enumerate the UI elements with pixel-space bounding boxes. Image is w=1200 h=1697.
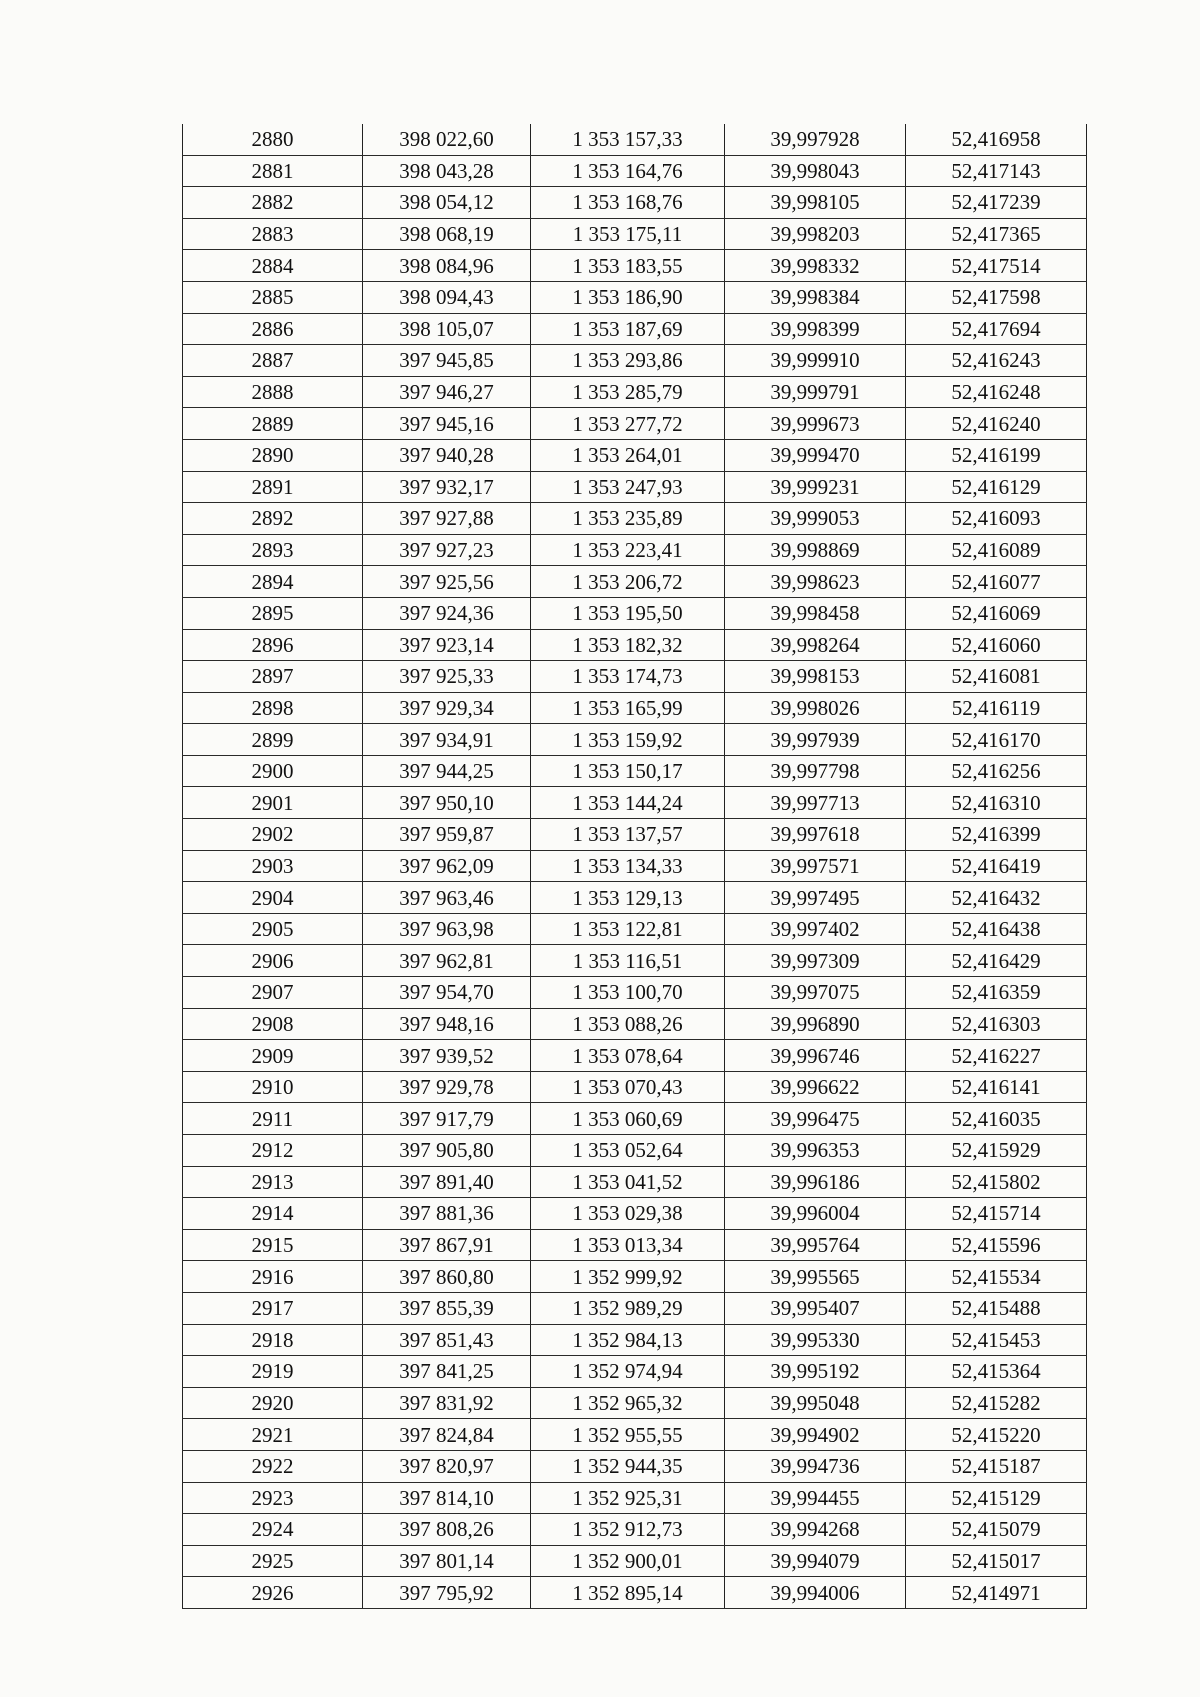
longitude-cell: 39,997798 [725, 755, 906, 787]
latitude-cell: 52,416227 [906, 1040, 1087, 1072]
table-row [183, 534, 1087, 566]
table-row [183, 1040, 1087, 1072]
table-row [183, 692, 1087, 724]
x-coordinate-cell: 398 105,07 [363, 313, 531, 345]
longitude-cell: 39,996890 [725, 1008, 906, 1040]
x-coordinate-cell: 397 814,10 [363, 1482, 531, 1514]
x-coordinate-cell: 397 831,92 [363, 1387, 531, 1419]
x-coordinate-cell: 397 881,36 [363, 1198, 531, 1230]
longitude-cell: 39,996004 [725, 1198, 906, 1230]
latitude-cell: 52,416256 [906, 755, 1087, 787]
latitude-cell: 52,414971 [906, 1577, 1087, 1609]
latitude-cell: 52,416399 [906, 819, 1087, 851]
longitude-cell: 39,998869 [725, 534, 906, 566]
point-number-cell: 2904 [183, 882, 363, 914]
point-number-cell: 2892 [183, 503, 363, 535]
table-row [183, 724, 1087, 756]
latitude-cell: 52,416429 [906, 945, 1087, 977]
latitude-cell: 52,415714 [906, 1198, 1087, 1230]
x-coordinate-cell: 397 945,16 [363, 408, 531, 440]
latitude-cell: 52,415929 [906, 1135, 1087, 1167]
y-coordinate-cell: 1 353 165,99 [531, 692, 725, 724]
y-coordinate-cell: 1 353 134,33 [531, 850, 725, 882]
point-number-cell: 2880 [183, 124, 363, 155]
table-row [183, 913, 1087, 945]
y-coordinate-cell: 1 353 168,76 [531, 187, 725, 219]
longitude-cell: 39,999910 [725, 345, 906, 377]
y-coordinate-cell: 1 353 100,70 [531, 977, 725, 1009]
longitude-cell: 39,995407 [725, 1292, 906, 1324]
x-coordinate-cell: 397 924,36 [363, 597, 531, 629]
x-coordinate-cell: 397 824,84 [363, 1419, 531, 1451]
table-row [183, 882, 1087, 914]
latitude-cell: 52,416077 [906, 566, 1087, 598]
latitude-cell: 52,416069 [906, 597, 1087, 629]
longitude-cell: 39,998043 [725, 155, 906, 187]
x-coordinate-cell: 397 934,91 [363, 724, 531, 756]
point-number-cell: 2893 [183, 534, 363, 566]
point-number-cell: 2905 [183, 913, 363, 945]
point-number-cell: 2907 [183, 977, 363, 1009]
longitude-cell: 39,998153 [725, 661, 906, 693]
table-row [183, 345, 1087, 377]
point-number-cell: 2921 [183, 1419, 363, 1451]
y-coordinate-cell: 1 352 912,73 [531, 1514, 725, 1546]
x-coordinate-cell: 397 801,14 [363, 1545, 531, 1577]
point-number-cell: 2887 [183, 345, 363, 377]
y-coordinate-cell: 1 353 223,41 [531, 534, 725, 566]
table-row [183, 1577, 1087, 1609]
table-row [183, 376, 1087, 408]
point-number-cell: 2889 [183, 408, 363, 440]
x-coordinate-cell: 397 891,40 [363, 1166, 531, 1198]
x-coordinate-cell: 397 867,91 [363, 1229, 531, 1261]
y-coordinate-cell: 1 353 186,90 [531, 281, 725, 313]
point-number-cell: 2908 [183, 1008, 363, 1040]
x-coordinate-cell: 397 795,92 [363, 1577, 531, 1609]
latitude-cell: 52,416419 [906, 850, 1087, 882]
longitude-cell: 39,996746 [725, 1040, 906, 1072]
latitude-cell: 52,415596 [906, 1229, 1087, 1261]
latitude-cell: 52,415453 [906, 1324, 1087, 1356]
longitude-cell: 39,998384 [725, 281, 906, 313]
coordinates-table [182, 124, 1087, 1609]
point-number-cell: 2895 [183, 597, 363, 629]
x-coordinate-cell: 397 917,79 [363, 1103, 531, 1135]
y-coordinate-cell: 1 352 900,01 [531, 1545, 725, 1577]
y-coordinate-cell: 1 353 029,38 [531, 1198, 725, 1230]
x-coordinate-cell: 397 963,98 [363, 913, 531, 945]
y-coordinate-cell: 1 353 052,64 [531, 1135, 725, 1167]
latitude-cell: 52,416359 [906, 977, 1087, 1009]
table-row [183, 1419, 1087, 1451]
y-coordinate-cell: 1 352 965,32 [531, 1387, 725, 1419]
longitude-cell: 39,994902 [725, 1419, 906, 1451]
x-coordinate-cell: 397 925,56 [363, 566, 531, 598]
table-row [183, 1071, 1087, 1103]
coordinates-table-body [183, 124, 1087, 1608]
x-coordinate-cell: 397 927,88 [363, 503, 531, 535]
table-row [183, 1545, 1087, 1577]
x-coordinate-cell: 397 940,28 [363, 439, 531, 471]
latitude-cell: 52,417365 [906, 218, 1087, 250]
longitude-cell: 39,999231 [725, 471, 906, 503]
latitude-cell: 52,417514 [906, 250, 1087, 282]
y-coordinate-cell: 1 352 925,31 [531, 1482, 725, 1514]
latitude-cell: 52,416310 [906, 787, 1087, 819]
point-number-cell: 2913 [183, 1166, 363, 1198]
point-number-cell: 2882 [183, 187, 363, 219]
table-row [183, 439, 1087, 471]
point-number-cell: 2926 [183, 1577, 363, 1609]
longitude-cell: 39,994006 [725, 1577, 906, 1609]
longitude-cell: 39,997939 [725, 724, 906, 756]
y-coordinate-cell: 1 353 285,79 [531, 376, 725, 408]
longitude-cell: 39,998623 [725, 566, 906, 598]
latitude-cell: 52,415802 [906, 1166, 1087, 1198]
longitude-cell: 39,998026 [725, 692, 906, 724]
table-row [183, 187, 1087, 219]
y-coordinate-cell: 1 352 989,29 [531, 1292, 725, 1324]
point-number-cell: 2916 [183, 1261, 363, 1293]
point-number-cell: 2896 [183, 629, 363, 661]
latitude-cell: 52,416248 [906, 376, 1087, 408]
y-coordinate-cell: 1 353 206,72 [531, 566, 725, 598]
longitude-cell: 39,994268 [725, 1514, 906, 1546]
longitude-cell: 39,995330 [725, 1324, 906, 1356]
table-row [183, 155, 1087, 187]
x-coordinate-cell: 397 923,14 [363, 629, 531, 661]
table-row [183, 661, 1087, 693]
point-number-cell: 2888 [183, 376, 363, 408]
longitude-cell: 39,996475 [725, 1103, 906, 1135]
y-coordinate-cell: 1 353 116,51 [531, 945, 725, 977]
y-coordinate-cell: 1 353 013,34 [531, 1229, 725, 1261]
latitude-cell: 52,415488 [906, 1292, 1087, 1324]
y-coordinate-cell: 1 353 060,69 [531, 1103, 725, 1135]
x-coordinate-cell: 397 939,52 [363, 1040, 531, 1072]
x-coordinate-cell: 397 946,27 [363, 376, 531, 408]
y-coordinate-cell: 1 352 999,92 [531, 1261, 725, 1293]
longitude-cell: 39,998458 [725, 597, 906, 629]
y-coordinate-cell: 1 353 164,76 [531, 155, 725, 187]
x-coordinate-cell: 397 925,33 [363, 661, 531, 693]
latitude-cell: 52,417239 [906, 187, 1087, 219]
table-row [183, 850, 1087, 882]
y-coordinate-cell: 1 353 293,86 [531, 345, 725, 377]
point-number-cell: 2923 [183, 1482, 363, 1514]
longitude-cell: 39,995764 [725, 1229, 906, 1261]
longitude-cell: 39,998264 [725, 629, 906, 661]
point-number-cell: 2902 [183, 819, 363, 851]
y-coordinate-cell: 1 352 895,14 [531, 1577, 725, 1609]
point-number-cell: 2898 [183, 692, 363, 724]
table-row [183, 1166, 1087, 1198]
y-coordinate-cell: 1 353 235,89 [531, 503, 725, 535]
table-row [183, 945, 1087, 977]
longitude-cell: 39,998203 [725, 218, 906, 250]
point-number-cell: 2922 [183, 1450, 363, 1482]
longitude-cell: 39,998105 [725, 187, 906, 219]
point-number-cell: 2901 [183, 787, 363, 819]
point-number-cell: 2915 [183, 1229, 363, 1261]
latitude-cell: 52,415129 [906, 1482, 1087, 1514]
latitude-cell: 52,415220 [906, 1419, 1087, 1451]
y-coordinate-cell: 1 353 264,01 [531, 439, 725, 471]
y-coordinate-cell: 1 353 150,17 [531, 755, 725, 787]
table-row [183, 1261, 1087, 1293]
table-row [183, 503, 1087, 535]
table-row [183, 1450, 1087, 1482]
longitude-cell: 39,997309 [725, 945, 906, 977]
latitude-cell: 52,415187 [906, 1450, 1087, 1482]
longitude-cell: 39,999791 [725, 376, 906, 408]
x-coordinate-cell: 397 841,25 [363, 1356, 531, 1388]
y-coordinate-cell: 1 353 182,32 [531, 629, 725, 661]
point-number-cell: 2918 [183, 1324, 363, 1356]
x-coordinate-cell: 398 068,19 [363, 218, 531, 250]
y-coordinate-cell: 1 353 187,69 [531, 313, 725, 345]
table-row [183, 629, 1087, 661]
table-row [183, 819, 1087, 851]
table-row [183, 1482, 1087, 1514]
table-row [183, 1292, 1087, 1324]
latitude-cell: 52,417694 [906, 313, 1087, 345]
table-row [183, 1387, 1087, 1419]
y-coordinate-cell: 1 353 195,50 [531, 597, 725, 629]
x-coordinate-cell: 397 962,09 [363, 850, 531, 882]
latitude-cell: 52,416438 [906, 913, 1087, 945]
x-coordinate-cell: 397 855,39 [363, 1292, 531, 1324]
point-number-cell: 2910 [183, 1071, 363, 1103]
point-number-cell: 2900 [183, 755, 363, 787]
latitude-cell: 52,416081 [906, 661, 1087, 693]
table-row [183, 977, 1087, 1009]
point-number-cell: 2883 [183, 218, 363, 250]
longitude-cell: 39,994736 [725, 1450, 906, 1482]
table-row [183, 250, 1087, 282]
y-coordinate-cell: 1 353 078,64 [531, 1040, 725, 1072]
y-coordinate-cell: 1 353 041,52 [531, 1166, 725, 1198]
point-number-cell: 2924 [183, 1514, 363, 1546]
table-row [183, 281, 1087, 313]
x-coordinate-cell: 397 905,80 [363, 1135, 531, 1167]
latitude-cell: 52,416093 [906, 503, 1087, 535]
x-coordinate-cell: 397 808,26 [363, 1514, 531, 1546]
x-coordinate-cell: 397 954,70 [363, 977, 531, 1009]
longitude-cell: 39,995048 [725, 1387, 906, 1419]
longitude-cell: 39,994079 [725, 1545, 906, 1577]
latitude-cell: 52,416432 [906, 882, 1087, 914]
latitude-cell: 52,415364 [906, 1356, 1087, 1388]
longitude-cell: 39,995565 [725, 1261, 906, 1293]
table-row [183, 1229, 1087, 1261]
longitude-cell: 39,995192 [725, 1356, 906, 1388]
table-row [183, 1356, 1087, 1388]
latitude-cell: 52,416958 [906, 124, 1087, 155]
x-coordinate-cell: 397 927,23 [363, 534, 531, 566]
table-row [183, 1103, 1087, 1135]
latitude-cell: 52,416303 [906, 1008, 1087, 1040]
latitude-cell: 52,416199 [906, 439, 1087, 471]
longitude-cell: 39,999053 [725, 503, 906, 535]
point-number-cell: 2909 [183, 1040, 363, 1072]
longitude-cell: 39,999470 [725, 439, 906, 471]
longitude-cell: 39,997618 [725, 819, 906, 851]
point-number-cell: 2925 [183, 1545, 363, 1577]
x-coordinate-cell: 398 022,60 [363, 124, 531, 155]
latitude-cell: 52,416141 [906, 1071, 1087, 1103]
y-coordinate-cell: 1 353 174,73 [531, 661, 725, 693]
table-row [183, 124, 1087, 155]
latitude-cell: 52,415079 [906, 1514, 1087, 1546]
point-number-cell: 2917 [183, 1292, 363, 1324]
y-coordinate-cell: 1 353 277,72 [531, 408, 725, 440]
table-row [183, 787, 1087, 819]
longitude-cell: 39,996186 [725, 1166, 906, 1198]
latitude-cell: 52,416035 [906, 1103, 1087, 1135]
point-number-cell: 2897 [183, 661, 363, 693]
point-number-cell: 2906 [183, 945, 363, 977]
y-coordinate-cell: 1 352 984,13 [531, 1324, 725, 1356]
table-row [183, 1135, 1087, 1167]
point-number-cell: 2891 [183, 471, 363, 503]
y-coordinate-cell: 1 353 159,92 [531, 724, 725, 756]
latitude-cell: 52,416129 [906, 471, 1087, 503]
x-coordinate-cell: 398 043,28 [363, 155, 531, 187]
x-coordinate-cell: 398 084,96 [363, 250, 531, 282]
point-number-cell: 2912 [183, 1135, 363, 1167]
longitude-cell: 39,996353 [725, 1135, 906, 1167]
point-number-cell: 2890 [183, 439, 363, 471]
latitude-cell: 52,416060 [906, 629, 1087, 661]
table-row [183, 1008, 1087, 1040]
y-coordinate-cell: 1 353 247,93 [531, 471, 725, 503]
x-coordinate-cell: 397 959,87 [363, 819, 531, 851]
longitude-cell: 39,997713 [725, 787, 906, 819]
longitude-cell: 39,997075 [725, 977, 906, 1009]
longitude-cell: 39,998399 [725, 313, 906, 345]
y-coordinate-cell: 1 353 183,55 [531, 250, 725, 282]
table-row [183, 597, 1087, 629]
x-coordinate-cell: 397 929,78 [363, 1071, 531, 1103]
longitude-cell: 39,997571 [725, 850, 906, 882]
longitude-cell: 39,997402 [725, 913, 906, 945]
point-number-cell: 2884 [183, 250, 363, 282]
latitude-cell: 52,416119 [906, 692, 1087, 724]
x-coordinate-cell: 397 962,81 [363, 945, 531, 977]
y-coordinate-cell: 1 353 122,81 [531, 913, 725, 945]
table-row [183, 566, 1087, 598]
point-number-cell: 2899 [183, 724, 363, 756]
y-coordinate-cell: 1 353 175,11 [531, 218, 725, 250]
latitude-cell: 52,415534 [906, 1261, 1087, 1293]
point-number-cell: 2894 [183, 566, 363, 598]
longitude-cell: 39,999673 [725, 408, 906, 440]
table-row [183, 755, 1087, 787]
point-number-cell: 2920 [183, 1387, 363, 1419]
latitude-cell: 52,417598 [906, 281, 1087, 313]
x-coordinate-cell: 397 860,80 [363, 1261, 531, 1293]
point-number-cell: 2919 [183, 1356, 363, 1388]
y-coordinate-cell: 1 352 974,94 [531, 1356, 725, 1388]
point-number-cell: 2914 [183, 1198, 363, 1230]
point-number-cell: 2886 [183, 313, 363, 345]
y-coordinate-cell: 1 352 955,55 [531, 1419, 725, 1451]
longitude-cell: 39,998332 [725, 250, 906, 282]
y-coordinate-cell: 1 353 144,24 [531, 787, 725, 819]
longitude-cell: 39,994455 [725, 1482, 906, 1514]
x-coordinate-cell: 397 963,46 [363, 882, 531, 914]
table-row [183, 471, 1087, 503]
x-coordinate-cell: 397 851,43 [363, 1324, 531, 1356]
latitude-cell: 52,415017 [906, 1545, 1087, 1577]
table-row [183, 408, 1087, 440]
y-coordinate-cell: 1 353 088,26 [531, 1008, 725, 1040]
latitude-cell: 52,416240 [906, 408, 1087, 440]
y-coordinate-cell: 1 352 944,35 [531, 1450, 725, 1482]
latitude-cell: 52,417143 [906, 155, 1087, 187]
y-coordinate-cell: 1 353 070,43 [531, 1071, 725, 1103]
y-coordinate-cell: 1 353 157,33 [531, 124, 725, 155]
longitude-cell: 39,997495 [725, 882, 906, 914]
point-number-cell: 2903 [183, 850, 363, 882]
y-coordinate-cell: 1 353 129,13 [531, 882, 725, 914]
latitude-cell: 52,415282 [906, 1387, 1087, 1419]
x-coordinate-cell: 397 820,97 [363, 1450, 531, 1482]
table-row [183, 1514, 1087, 1546]
x-coordinate-cell: 398 094,43 [363, 281, 531, 313]
point-number-cell: 2881 [183, 155, 363, 187]
table-row [183, 1324, 1087, 1356]
x-coordinate-cell: 398 054,12 [363, 187, 531, 219]
table-row [183, 218, 1087, 250]
point-number-cell: 2885 [183, 281, 363, 313]
latitude-cell: 52,416243 [906, 345, 1087, 377]
x-coordinate-cell: 397 944,25 [363, 755, 531, 787]
x-coordinate-cell: 397 950,10 [363, 787, 531, 819]
longitude-cell: 39,997928 [725, 124, 906, 155]
latitude-cell: 52,416089 [906, 534, 1087, 566]
x-coordinate-cell: 397 948,16 [363, 1008, 531, 1040]
longitude-cell: 39,996622 [725, 1071, 906, 1103]
table-row [183, 1198, 1087, 1230]
x-coordinate-cell: 397 945,85 [363, 345, 531, 377]
latitude-cell: 52,416170 [906, 724, 1087, 756]
point-number-cell: 2911 [183, 1103, 363, 1135]
y-coordinate-cell: 1 353 137,57 [531, 819, 725, 851]
table-row [183, 313, 1087, 345]
x-coordinate-cell: 397 929,34 [363, 692, 531, 724]
x-coordinate-cell: 397 932,17 [363, 471, 531, 503]
